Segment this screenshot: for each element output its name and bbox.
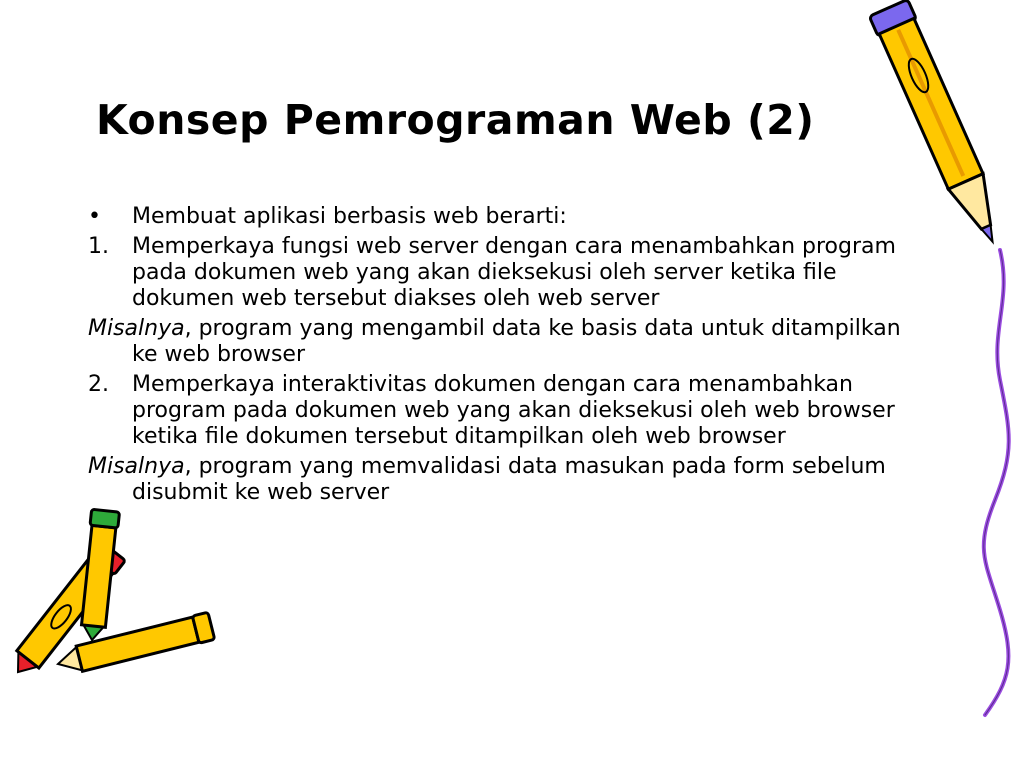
number-marker: 2. <box>88 372 109 397</box>
slide-title: Konsep Pemrograman Web (2) <box>96 96 815 144</box>
example-label: Misalnya <box>88 454 185 479</box>
intro-text: Membuat aplikasi berbasis web berarti: <box>132 204 567 229</box>
slide-body <box>88 204 916 510</box>
example-note <box>88 454 916 506</box>
numbered-point <box>88 372 916 450</box>
numbered-point <box>88 234 916 312</box>
example-note <box>88 316 916 368</box>
example-text: , program yang memvalidasi data masukan pada form sebelum disubmit ke web server <box>132 454 886 505</box>
bullet-marker: • <box>88 204 101 229</box>
point-text: Memperkaya fungsi web server dengan cara menambahkan program pada dokumen web yang akan dieksekusi oleh server ketika file dokumen web tersebut diakses oleh web server <box>132 234 896 311</box>
number-marker: 1. <box>88 234 109 259</box>
point-text: Memperkaya interaktivitas dokumen dengan cara menambahkan program pada dokumen web yang akan dieksekusi oleh web browser ketika file dokumen tersebut ditampilkan oleh web browser <box>132 372 895 449</box>
intro-bullet <box>88 204 916 230</box>
example-text: , program yang mengambil data ke basis data untuk ditampilkan ke web browser <box>132 316 901 367</box>
example-label: Misalnya <box>88 316 185 341</box>
